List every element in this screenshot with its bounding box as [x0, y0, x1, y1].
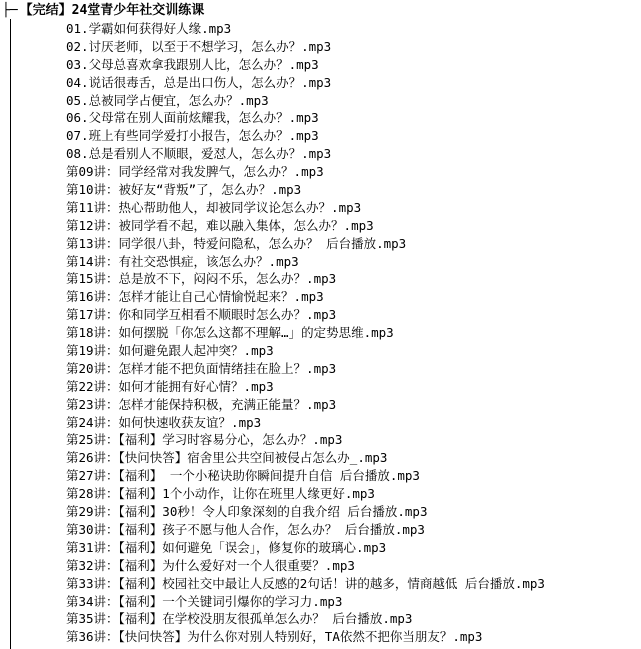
file-item[interactable]: 01.学霸如何获得好人缘.mp3 — [66, 21, 232, 36]
file-item[interactable]: 第12讲：被同学看不起，难以融入集体，怎么办？.mp3 — [66, 217, 374, 233]
file-item[interactable]: 第18讲：如何摆脱「你怎么这都不理解…」的定势思维.mp3 — [66, 325, 394, 341]
file-item[interactable]: 第36讲：【快问快答】为什么你对别人特别好，TA依然不把你当朋友？.mp3 — [66, 629, 483, 645]
file-item[interactable]: 04.说话很毒舌，总是出口伤人，怎么办？.mp3 — [66, 74, 332, 90]
file-item[interactable]: 第30讲：【福利】孩子不愿与他人合作，怎么办？ 后台播放.mp3 — [66, 521, 425, 537]
file-item[interactable]: 第10讲：被好友“背叛”了，怎么办？.mp3 — [66, 182, 302, 198]
file-item[interactable]: 第16讲：怎样才能让自己心情愉悦起来？.mp3 — [66, 289, 324, 305]
file-list — [66, 20, 545, 646]
file-item[interactable]: 05.总被同学占便宜，怎么办？.mp3 — [66, 92, 269, 108]
file-item[interactable]: 第15讲：总是放不下，闷闷不乐，怎么办？.mp3 — [66, 271, 337, 287]
tree-root-folder[interactable] — [2, 2, 204, 19]
file-item[interactable]: 第24讲：如何快速收获友谊？.mp3 — [66, 414, 262, 430]
file-item[interactable]: 第20讲：怎样才能不把负面情绪挂在脸上？.mp3 — [66, 360, 337, 376]
file-item[interactable]: 第33讲：【福利】校园社交中最让人反感的2句话！讲的越多，情商越低 后台播放.mp3 — [66, 575, 545, 591]
tree-branch-glyph: ├─ — [2, 3, 18, 18]
file-item[interactable]: 第19讲：如何避免跟人起冲突？.mp3 — [66, 343, 274, 359]
file-item[interactable]: 08.总是看别人不顺眼，爱怼人，怎么办？.mp3 — [66, 146, 332, 162]
file-item[interactable]: 第13讲：同学很八卦，特爱问隐私，怎么办？ 后台播放.mp3 — [66, 235, 407, 251]
file-item[interactable]: 第27讲：【福利】 一个小秘诀助你瞬间提升自信 后台播放.mp3 — [66, 468, 420, 484]
folder-title: 【完结】24堂青少年社交训练课 — [19, 3, 205, 18]
file-item[interactable]: 第11讲：热心帮助他人，却被同学议论怎么办？.mp3 — [66, 199, 362, 215]
file-item[interactable]: 第29讲：【福利】30秒！令人印象深刻的自我介绍 后台播放.mp3 — [66, 504, 428, 520]
file-item[interactable]: 06.父母常在别人面前炫耀我，怎么办？.mp3 — [66, 110, 319, 126]
file-item[interactable]: 第25讲：【福利】学习时容易分心，怎么办？.mp3 — [66, 432, 343, 448]
tree-vertical-line — [10, 19, 11, 649]
file-item[interactable]: 第14讲：有社交恐惧症，该怎么办？.mp3 — [66, 253, 299, 269]
file-item[interactable]: 第31讲：【福利】如何避免「误会」，修复你的玻璃心.mp3 — [66, 539, 387, 555]
file-item[interactable]: 第34讲：【福利】一个关键词引爆你的学习力.mp3 — [66, 593, 343, 609]
file-item[interactable]: 03.父母总喜欢拿我跟别人比，怎么办？.mp3 — [66, 56, 319, 72]
file-item[interactable]: 02.讨厌老师，以至于不想学习，怎么办？.mp3 — [66, 38, 332, 54]
file-item[interactable]: 第32讲：【福利】为什么爱好对一个人很重要？.mp3 — [66, 557, 355, 573]
file-item[interactable]: 第28讲：【福利】1个小动作，让你在班里人缘更好.mp3 — [66, 486, 375, 502]
file-item[interactable]: 07.班上有些同学爱打小报告，怎么办？.mp3 — [66, 128, 319, 144]
file-item[interactable]: 第09讲：同学经常对我发脾气，怎么办？.mp3 — [66, 164, 324, 180]
file-item[interactable]: 第17讲：你和同学互相看不顺眼时怎么办？.mp3 — [66, 307, 337, 323]
file-item[interactable]: 第23讲：怎样才能保持积极，充满正能量？.mp3 — [66, 396, 337, 412]
file-item[interactable]: 第22讲：如何才能拥有好心情？.mp3 — [66, 378, 274, 394]
file-item[interactable]: 第35讲：【福利】在学校没朋友很孤单怎么办？ 后台播放.mp3 — [66, 611, 413, 627]
file-item[interactable]: 第26讲：【快问快答】宿舍里公共空间被侵占怎么办_.mp3 — [66, 450, 388, 466]
